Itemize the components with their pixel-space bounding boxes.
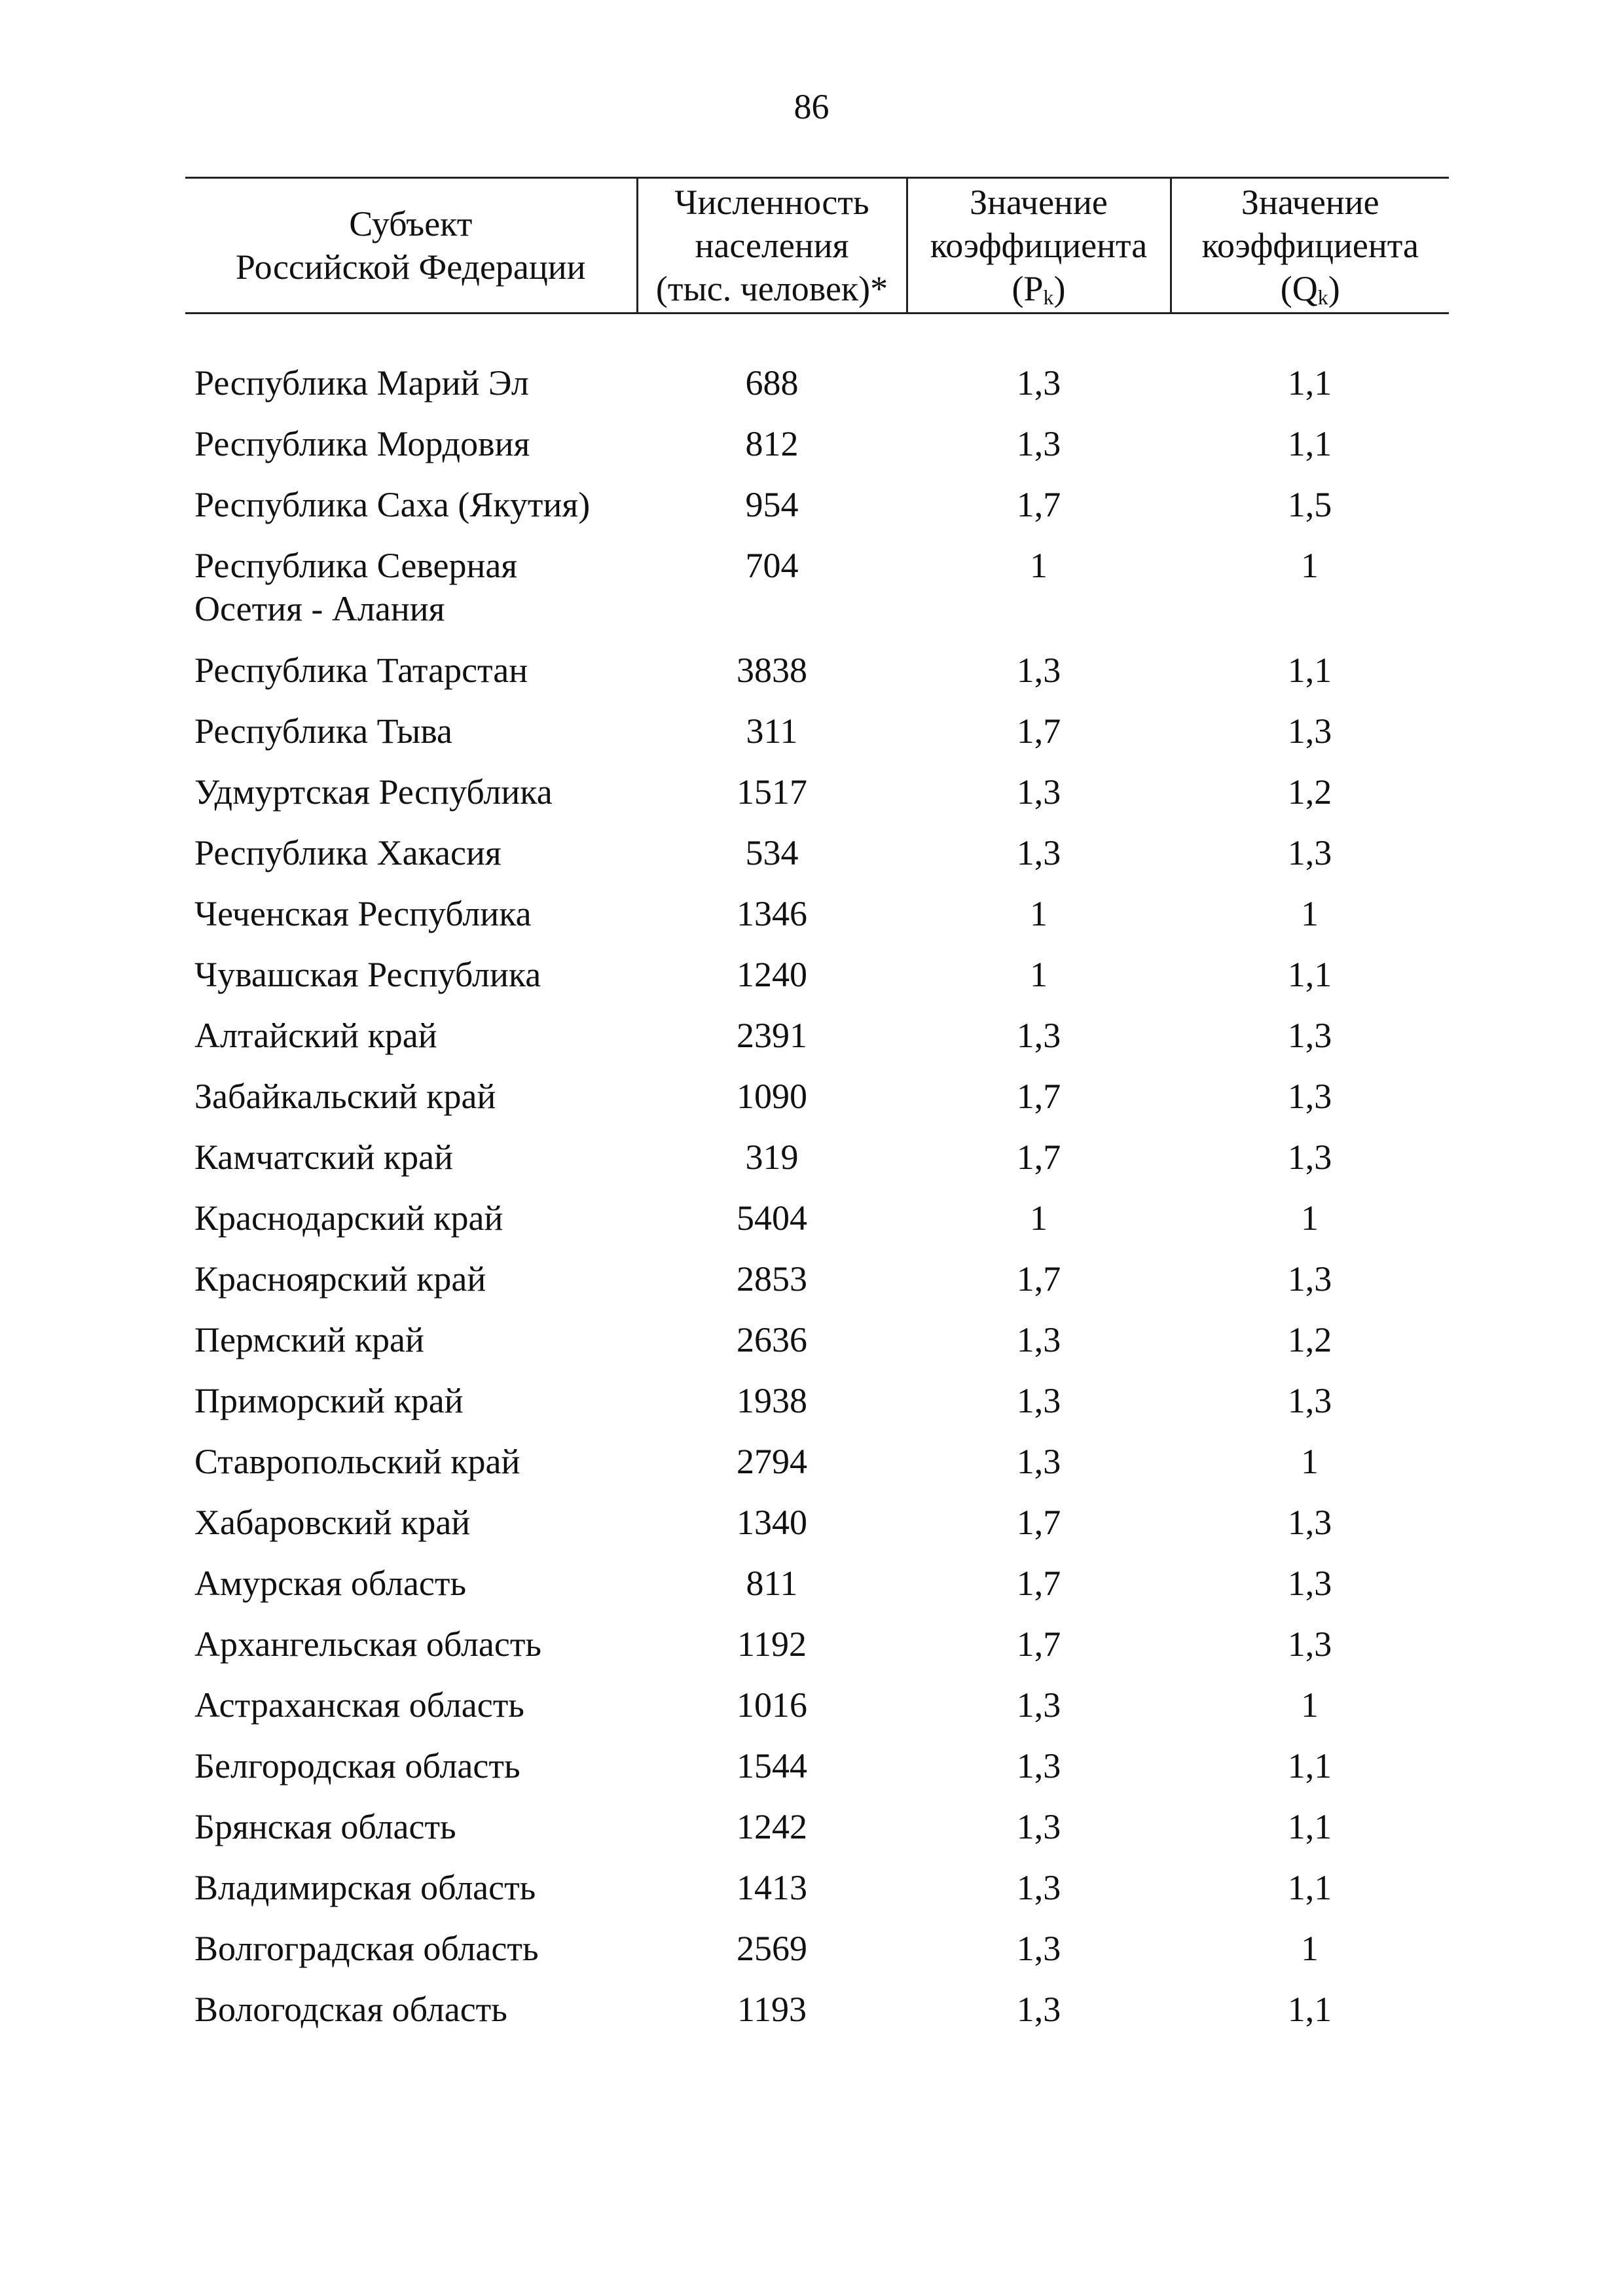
population-cell: 1090 bbox=[737, 1077, 807, 1116]
coefficient-q-cell: 1,1 bbox=[1287, 424, 1332, 463]
coef-p-subscript: k bbox=[1043, 285, 1054, 309]
subject-name-cell: Астраханская область bbox=[194, 1685, 524, 1725]
coefficient-p-cell: 1,3 bbox=[1016, 772, 1061, 812]
coefficient-p-cell: 1,3 bbox=[1016, 1685, 1061, 1725]
coefficient-p-cell: 1,7 bbox=[1016, 1259, 1061, 1299]
population-cell: 1240 bbox=[737, 955, 807, 994]
table-row bbox=[185, 1927, 1449, 1988]
table-row bbox=[185, 422, 1449, 483]
subject-name-cell: Республика Мордовия bbox=[194, 424, 530, 463]
coefficient-p-cell: 1,3 bbox=[1016, 1746, 1061, 1785]
coefficient-p-cell: 1,7 bbox=[1016, 1138, 1061, 1177]
population-cell: 1340 bbox=[737, 1503, 807, 1542]
subject-name-line: Республика Северная bbox=[194, 546, 518, 585]
subject-name-cell: Забайкальский край bbox=[194, 1077, 496, 1116]
coefficient-q-cell: 1,1 bbox=[1287, 651, 1332, 690]
subject-name-cell: Чеченская Республика bbox=[194, 894, 532, 933]
coefficient-p-cell: 1,7 bbox=[1016, 1503, 1061, 1542]
table-row bbox=[185, 649, 1449, 709]
population-cell: 811 bbox=[746, 1564, 798, 1603]
population-cell: 1517 bbox=[737, 772, 807, 812]
header-row bbox=[185, 178, 1449, 314]
population-cell: 1242 bbox=[737, 1807, 807, 1846]
coefficient-q-cell: 1 bbox=[1301, 1198, 1319, 1238]
table-row bbox=[185, 544, 1449, 649]
population-cell: 3838 bbox=[737, 651, 807, 690]
header-coef-q-symbol bbox=[1172, 267, 1450, 310]
population-cell: 2636 bbox=[737, 1320, 807, 1359]
population-cell: 5404 bbox=[737, 1198, 807, 1238]
table-row bbox=[185, 1866, 1449, 1927]
coefficient-p-cell: 1,3 bbox=[1016, 424, 1061, 463]
population-cell: 1016 bbox=[737, 1685, 807, 1725]
population-cell: 1193 bbox=[737, 1990, 807, 2029]
population-cell: 534 bbox=[745, 833, 799, 872]
coefficient-q-cell: 1,3 bbox=[1287, 1077, 1332, 1116]
table-row bbox=[185, 1014, 1449, 1075]
coefficient-q-cell: 1,2 bbox=[1287, 772, 1332, 812]
table-row bbox=[185, 1440, 1449, 1501]
coef-q-subscript: k bbox=[1317, 285, 1328, 309]
header-population-line: Численность bbox=[674, 183, 869, 222]
table-row bbox=[185, 483, 1449, 544]
coefficient-p-cell: 1,3 bbox=[1016, 363, 1061, 403]
header-coefficient-p bbox=[907, 178, 1171, 314]
header-subject-line: Субъект bbox=[349, 204, 473, 243]
population-cell: 2569 bbox=[737, 1929, 807, 1968]
coefficient-q-cell: 1,5 bbox=[1287, 485, 1332, 524]
coefficient-p-cell: 1,3 bbox=[1016, 1320, 1061, 1359]
coefficient-q-cell: 1,1 bbox=[1287, 1990, 1332, 2029]
coefficient-q-cell: 1,3 bbox=[1287, 1381, 1332, 1420]
table-row bbox=[185, 1379, 1449, 1440]
population-cell: 704 bbox=[745, 546, 799, 585]
subject-name-cell: Удмуртская Республика bbox=[194, 772, 553, 812]
table-row bbox=[185, 1196, 1449, 1257]
subject-name-cell: Республика Марий Эл bbox=[194, 363, 529, 403]
table-row bbox=[185, 1318, 1449, 1379]
subject-name-cell: Республика Татарстан bbox=[194, 651, 528, 690]
population-cell: 2391 bbox=[737, 1016, 807, 1055]
coefficient-q-cell: 1 bbox=[1301, 546, 1319, 585]
coefficient-q-cell: 1 bbox=[1301, 1442, 1319, 1481]
coefficient-q-cell: 1,1 bbox=[1287, 1868, 1332, 1907]
header-population bbox=[637, 178, 907, 314]
coefficient-p-cell: 1,3 bbox=[1016, 1442, 1061, 1481]
coefficient-p-cell: 1,3 bbox=[1016, 1990, 1061, 2029]
coefficient-p-cell: 1,3 bbox=[1016, 651, 1061, 690]
table-header bbox=[185, 178, 1449, 314]
coef-p-open: (P bbox=[1012, 269, 1044, 308]
coefficient-p-cell: 1,3 bbox=[1016, 1381, 1061, 1420]
subject-name-line: Осетия - Алания bbox=[194, 589, 445, 628]
coefficient-q-cell: 1,3 bbox=[1287, 1259, 1332, 1299]
subject-name-cell: Чувашская Республика bbox=[194, 955, 541, 994]
table-row bbox=[185, 1562, 1449, 1623]
table-row bbox=[185, 1805, 1449, 1866]
coefficient-p-cell: 1 bbox=[1030, 955, 1048, 994]
coefficient-q-cell: 1,2 bbox=[1287, 1320, 1332, 1359]
population-cell: 812 bbox=[745, 424, 799, 463]
table-row bbox=[185, 953, 1449, 1014]
coefficient-q-cell: 1,1 bbox=[1287, 1746, 1332, 1785]
coefficient-p-cell: 1 bbox=[1030, 894, 1048, 933]
subject-name-cell: Вологодская область bbox=[194, 1990, 507, 2029]
header-coef-p-symbol bbox=[908, 267, 1170, 310]
population-cell: 2853 bbox=[737, 1259, 807, 1299]
coefficient-q-cell: 1,1 bbox=[1287, 1807, 1332, 1846]
subject-name-cell bbox=[185, 544, 637, 649]
header-subject-line: Российской Федерации bbox=[235, 247, 586, 287]
coefficient-q-cell: 1,3 bbox=[1287, 1624, 1332, 1664]
page-number: 86 bbox=[793, 87, 830, 126]
coef-p-close: ) bbox=[1053, 269, 1066, 308]
coefficient-p-cell: 1,3 bbox=[1016, 833, 1061, 872]
coefficient-q-cell: 1,1 bbox=[1287, 955, 1332, 994]
coefficient-p-cell: 1,7 bbox=[1016, 711, 1061, 751]
table-row bbox=[185, 1683, 1449, 1744]
header-coefficient-q bbox=[1171, 178, 1449, 314]
header-coef-q-line: Значение bbox=[1241, 183, 1379, 222]
coefficient-q-cell: 1,3 bbox=[1287, 1503, 1332, 1542]
subject-name-cell: Алтайский край bbox=[194, 1016, 437, 1055]
subject-name-cell: Брянская область bbox=[194, 1807, 456, 1846]
subject-name-cell: Амурская область bbox=[194, 1564, 467, 1603]
population-cell: 1346 bbox=[737, 894, 807, 933]
subject-name-cell: Белгородская область bbox=[194, 1746, 520, 1785]
population-cell: 1544 bbox=[737, 1746, 807, 1785]
header-coef-p-line: Значение bbox=[970, 183, 1108, 222]
header-spacer-row bbox=[185, 314, 1449, 362]
coefficient-p-cell: 1,3 bbox=[1016, 1016, 1061, 1055]
population-cell: 311 bbox=[746, 711, 798, 751]
subject-name-cell: Республика Тыва bbox=[194, 711, 452, 751]
subject-name-cell: Камчатский край bbox=[194, 1138, 454, 1177]
coefficient-p-cell: 1,3 bbox=[1016, 1807, 1061, 1846]
population-cell: 1413 bbox=[737, 1868, 807, 1907]
coefficient-q-cell: 1 bbox=[1301, 1685, 1319, 1725]
coefficient-p-cell: 1,7 bbox=[1016, 1624, 1061, 1664]
subject-name-cell: Красноярский край bbox=[194, 1259, 486, 1299]
table-row bbox=[185, 1136, 1449, 1196]
coef-q-close: ) bbox=[1328, 269, 1340, 308]
subject-name-cell: Волгоградская область bbox=[194, 1929, 539, 1968]
coefficient-q-cell: 1,1 bbox=[1287, 363, 1332, 403]
coefficient-table-container bbox=[185, 177, 1449, 2049]
table-row bbox=[185, 1623, 1449, 1683]
coefficient-table bbox=[185, 177, 1449, 2049]
coefficient-p-cell: 1,7 bbox=[1016, 1077, 1061, 1116]
population-cell: 319 bbox=[745, 1138, 799, 1177]
table-row bbox=[185, 361, 1449, 422]
header-population-line: (тыс. человек)* bbox=[655, 269, 888, 308]
header-subject bbox=[185, 178, 637, 314]
population-cell: 2794 bbox=[737, 1442, 807, 1481]
header-coef-q-line: коэффициента bbox=[1201, 226, 1419, 265]
coefficient-q-cell: 1 bbox=[1301, 894, 1319, 933]
coefficient-p-cell: 1,7 bbox=[1016, 485, 1061, 524]
population-cell: 954 bbox=[745, 485, 799, 524]
subject-name-cell: Приморский край bbox=[194, 1381, 464, 1420]
subject-name-cell: Республика Хакасия bbox=[194, 833, 501, 872]
coefficient-q-cell: 1 bbox=[1301, 1929, 1319, 1968]
table-body bbox=[185, 314, 1449, 2049]
coefficient-q-cell: 1,3 bbox=[1287, 833, 1332, 872]
table-row bbox=[185, 1257, 1449, 1318]
subject-name-cell: Ставропольский край bbox=[194, 1442, 520, 1481]
subject-name-cell: Республика Саха (Якутия) bbox=[194, 485, 591, 524]
table-row bbox=[185, 831, 1449, 892]
subject-name-cell: Краснодарский край bbox=[194, 1198, 503, 1238]
coefficient-p-cell: 1,7 bbox=[1016, 1564, 1061, 1603]
table-row bbox=[185, 892, 1449, 953]
coefficient-q-cell: 1,3 bbox=[1287, 1564, 1332, 1603]
coef-q-open: (Q bbox=[1280, 269, 1318, 308]
subject-name-cell: Архангельская область bbox=[194, 1624, 542, 1664]
table-row bbox=[185, 1988, 1449, 2049]
population-cell: 688 bbox=[745, 363, 799, 403]
table-row bbox=[185, 709, 1449, 770]
table-row bbox=[185, 1744, 1449, 1805]
coefficient-q-cell: 1,3 bbox=[1287, 1138, 1332, 1177]
table-row bbox=[185, 770, 1449, 831]
subject-name-cell: Пермский край bbox=[194, 1320, 424, 1359]
subject-name-cell: Хабаровский край bbox=[194, 1503, 471, 1542]
coefficient-p-cell: 1,3 bbox=[1016, 1868, 1061, 1907]
coefficient-p-cell: 1 bbox=[1030, 546, 1048, 585]
coefficient-p-cell: 1,3 bbox=[1016, 1929, 1061, 1968]
coefficient-q-cell: 1,3 bbox=[1287, 1016, 1332, 1055]
table-row bbox=[185, 1075, 1449, 1136]
header-coef-p-line: коэффициента bbox=[930, 226, 1148, 265]
subject-name-cell: Владимирская область bbox=[194, 1868, 536, 1907]
coefficient-p-cell: 1 bbox=[1030, 1198, 1048, 1238]
table-row bbox=[185, 1501, 1449, 1562]
header-population-line: населения bbox=[695, 226, 849, 265]
population-cell: 1192 bbox=[737, 1624, 807, 1664]
population-cell: 1938 bbox=[737, 1381, 807, 1420]
coefficient-q-cell: 1,3 bbox=[1287, 711, 1332, 751]
